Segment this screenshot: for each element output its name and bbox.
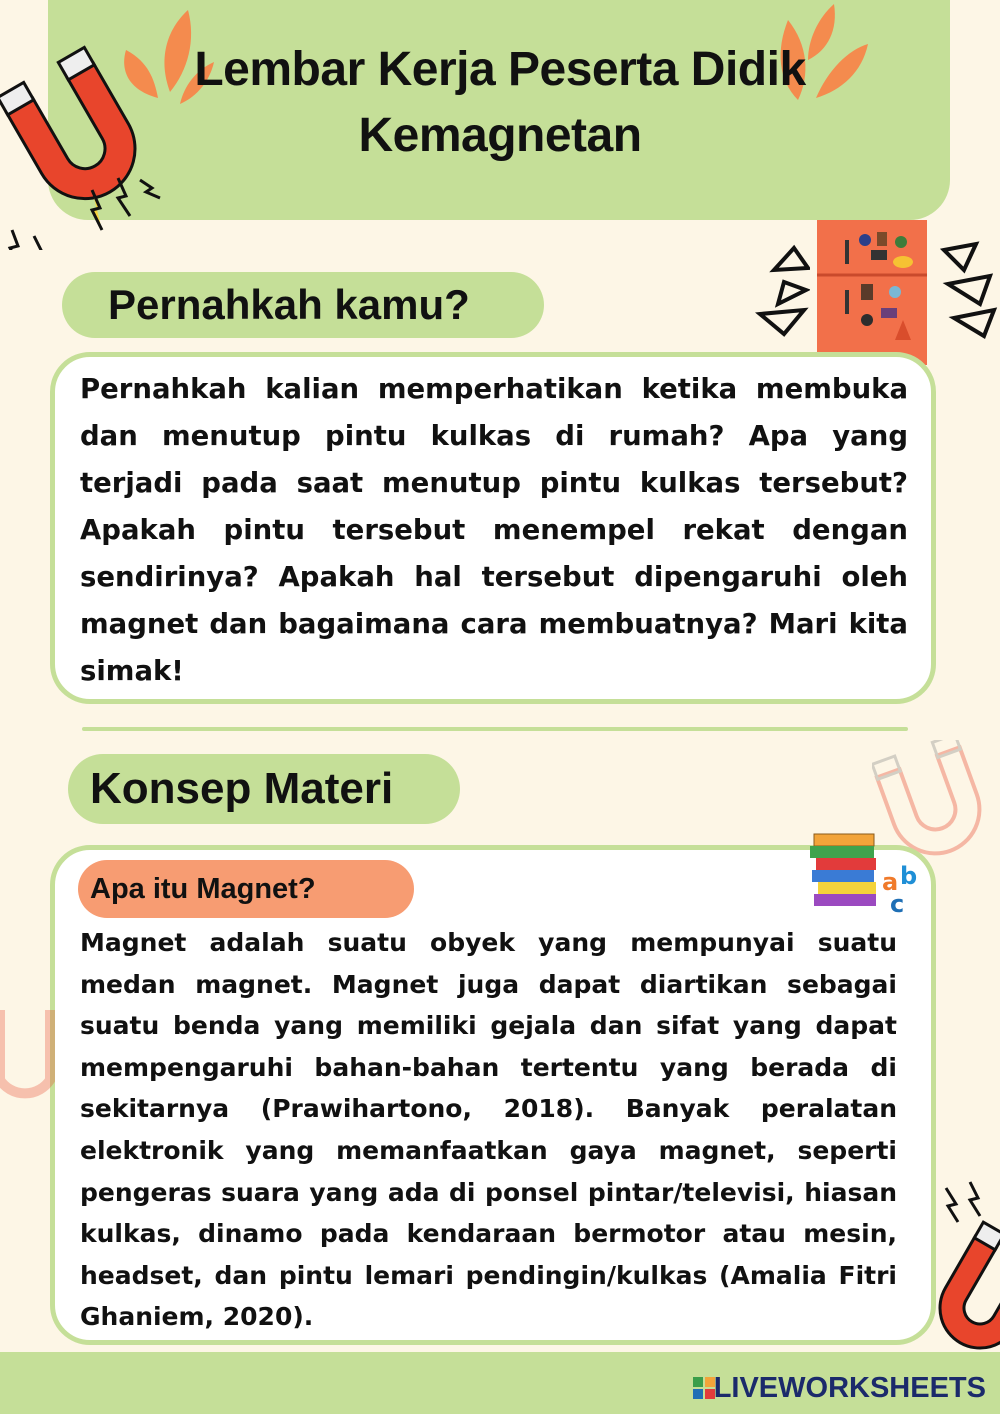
page-title-line1: Lembar Kerja Peserta Didik (194, 43, 806, 96)
page-title-line2: Kemagnetan (358, 109, 642, 162)
horseshoe-magnet-s-icon (0, 1000, 60, 1140)
section-divider (82, 727, 908, 731)
svg-text:a: a (882, 868, 899, 896)
liveworksheets-brand[interactable]: LIVEWORKSHEETS (713, 1372, 986, 1404)
motion-lines-left-icon (754, 244, 810, 340)
books-abc-icon (806, 828, 930, 916)
horseshoe-magnet-icon (900, 1178, 1000, 1368)
subheading-apa-itu-magnet: Apa itu Magnet? (78, 860, 414, 918)
section-heading-pernahkah: Pernahkah kamu? (62, 272, 544, 338)
intro-paragraph: Pernahkah kalian memperhatikan ketika membuka dan menutup pintu kulkas di rumah? Apa yang terjadi pada saat menutup pintu kulkas tersebut? Apakah pintu tersebut menempel rekat dengan sendirinya? Apakah hal tersebut dipengaruhi oleh magnet dan bagaimana cara membuatnya? Mari kita simak! (80, 373, 908, 687)
motion-lines-right-icon (940, 240, 1000, 340)
svg-text:b: b (900, 862, 918, 890)
fridge-with-magnets-icon (815, 220, 930, 365)
concept-paragraph: Magnet adalah suatu obyek yang mempunyai suatu medan magnet. Magnet juga dapat diartikan sebagai suatu benda yang memiliki gejala dan sifat yang dapat mempengaruhi bahan-bahan tertentu yang berada di sekitarnya (Prawihartono, 2018). Banyak peralatan elektronik yang memanfaatkan gaya magnet, seperti pengeras suara yang ada di ponsel pintar/televisi, hiasan kulkas, dinamo pada kendaraan bermotor atau mesin, headset, dan pintu lemari pendingin/kulkas (Amalia Fitri Ghaniem, 2020). (80, 928, 897, 1332)
section-heading-konsep: Konsep Materi (68, 754, 460, 824)
liveworksheets-logo-icon (693, 1377, 715, 1399)
svg-text:c: c (890, 890, 905, 916)
horseshoe-magnet-icon (0, 40, 170, 250)
